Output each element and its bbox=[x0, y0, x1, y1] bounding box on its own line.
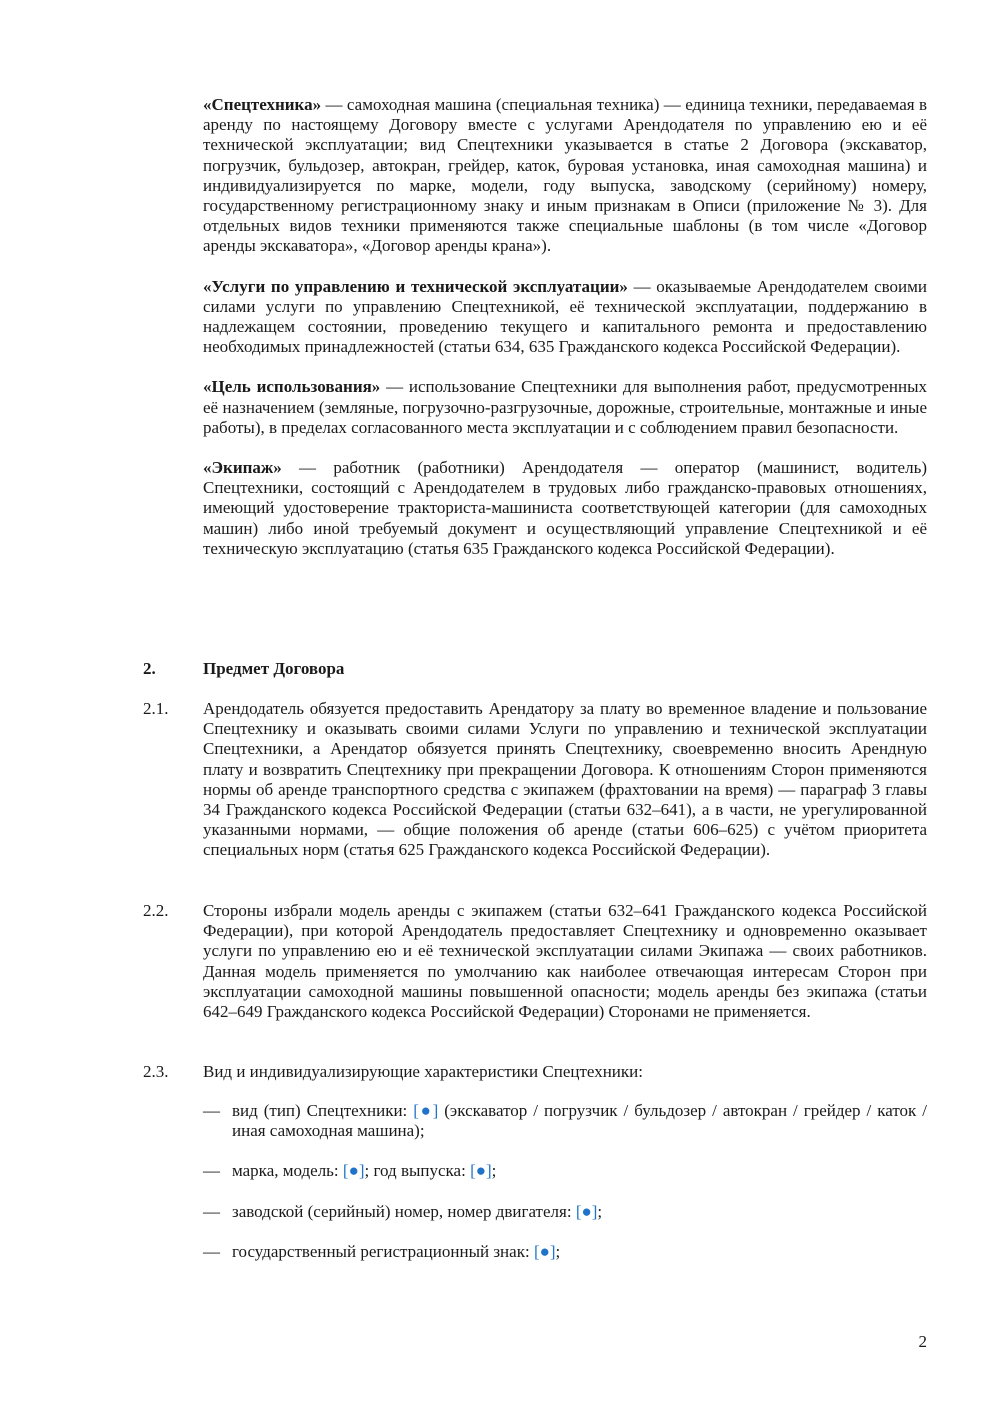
item-suffix: (экскаватор / погрузчик / бульдозер / автокран / грейдер / каток / иная самоходная машина); bbox=[232, 1101, 927, 1141]
definition-text: — оказываемые Арендодателем своими силами услуги по управлению Спецтехникой, её технической эксплуатации, поддержанию в надлежащем состоянии, проведению текущего и капитального ремонта и предоставлению необходимых принадлежностей (статьи 634, 635 Гражданского кодекса Российской Федерации). bbox=[203, 276, 927, 357]
definition-term: «Цель использования» bbox=[203, 377, 381, 397]
definition-purpose bbox=[203, 377, 927, 438]
placeholder-field: [●] bbox=[342, 1161, 365, 1181]
clause-2-2 bbox=[143, 901, 927, 1022]
clause-number: 2.3. bbox=[143, 1062, 169, 1081]
characteristics-list bbox=[203, 1101, 927, 1282]
dash-marker: — bbox=[203, 1201, 220, 1221]
item-label: государственный регистрационный знак: bbox=[232, 1241, 534, 1261]
item-end: ; bbox=[491, 1161, 497, 1181]
list-item-make-model bbox=[203, 1161, 927, 1181]
definition-spectekhnika bbox=[203, 95, 927, 257]
placeholder-field: [●] bbox=[533, 1241, 556, 1261]
definition-crew bbox=[203, 458, 927, 559]
dash-marker: — bbox=[203, 1101, 220, 1120]
definition-term: «Услуги по управлению и технической эксплуатации» bbox=[203, 276, 628, 296]
item-label-year: ; год выпуска: bbox=[364, 1161, 471, 1181]
definition-term: «Спецтехника» bbox=[203, 95, 322, 114]
dash-marker: — bbox=[203, 1161, 220, 1181]
definition-text: — работник (работники) Арендодателя — оператор (машинист, водитель) Спецтехники, состоящий с Арендодателем в трудовых либо гражданско-правовых отношениях, имеющий удостоверение тракториста-машиниста соответствующей категории (для самоходных машин) либо иной требуемый документ и осуществляющий управление Спецтехникой и её техническую эксплуатацию (статья 635 Гражданского кодекса Российской Федерации). bbox=[203, 458, 927, 558]
list-item-type bbox=[203, 1101, 927, 1141]
item-label: марка, модель: bbox=[232, 1161, 343, 1181]
item-label: заводской (серийный) номер, номер двигателя: bbox=[232, 1201, 576, 1221]
item-label: вид (тип) Спецтехники: bbox=[232, 1101, 414, 1120]
dash-marker: — bbox=[203, 1241, 220, 1261]
clause-text: Арендодатель обязуется предоставить Арендатору за плату во временное владение и пользование Спецтехнику и оказывать своими силами Услуги по управлению и технической эксплуатации Спецтехники, а Арендатор обязуется принять Спецтехнику, своевременно вносить Арендную плату и возвратить Спецтехнику при прекращении Договора. К отношениям Сторон применяются нормы об аренде транспортного средства с экипажем (фрахтовании на время) — параграф 3 главы 34 Гражданского кодекса Российской Федерации (статьи 632–641), а в части, не урегулированной указанными нормами, — общие положения об аренде (статьи 606–625) с учётом приоритета специальных норм (статья 625 Гражданского кодекса Российской Федерации). bbox=[203, 699, 927, 860]
clause-text: Стороны избрали модель аренды с экипажем (статьи 632–641 Гражданского кодекса Российской Федерации), при которой Арендодатель предоставляет Спецтехнику и одновременно оказывает услуги по управлению ею и её технической эксплуатации силами Экипажа — своих работников. Данная модель применяется по умолчанию как наиболее отвечающая интересам Сторон при эксплуатации самоходной машины повышенной опасности; модель аренды без экипажа (статьи 642–649 Гражданского кодекса Российской Федерации) Сторонами не применяется. bbox=[203, 901, 927, 1022]
page-number: 2 bbox=[918, 1332, 927, 1351]
section-title: Предмет Договора bbox=[203, 659, 345, 678]
list-item-plate bbox=[203, 1242, 927, 1262]
placeholder-field: [●] bbox=[470, 1161, 492, 1181]
clause-number: 2.1. bbox=[143, 699, 169, 718]
definition-term: «Экипаж» bbox=[203, 458, 282, 478]
definition-text: — самоходная машина (специальная техника) — единица техники, передаваемая в аренду по настоящему Договору вместе с услугами Арендодателя по управлению ею и её технической эксплуатации; вид Спецтехники указывается в статье 2 Договора (экскаватор, погрузчик, бульдозер, автокран, грейдер, каток, буровая установка, иная самоходная машина) и индивидуализируется по марке, модели, году выпуска, заводскому (серийному) номеру, государственному регистрационному знаку и иным признакам в Описи (приложение № 3). Для отдельных видов техники применяются также специальные шаблоны (в том числе «Договор аренды экскаватора», «Договор аренды крана»). bbox=[203, 95, 927, 256]
clause-number: 2.2. bbox=[143, 901, 169, 920]
clause-2-1 bbox=[143, 699, 927, 861]
clause-2-3 bbox=[143, 1062, 927, 1082]
clause-text: Вид и индивидуализирующие характеристики Спецтехники: bbox=[203, 1062, 643, 1081]
placeholder-field: [●] bbox=[575, 1201, 598, 1221]
section-heading bbox=[143, 659, 927, 681]
placeholder-field: [●] bbox=[413, 1101, 439, 1120]
section-number: 2. bbox=[143, 659, 156, 678]
item-end: ; bbox=[555, 1241, 561, 1261]
list-item-serial bbox=[203, 1202, 927, 1222]
definition-services bbox=[203, 277, 927, 358]
item-end: ; bbox=[597, 1201, 603, 1221]
definition-text: — использование Спецтехники для выполнения работ, предусмотренных её назначением (земляные, погрузочно-разгрузочные, дорожные, строительные, монтажные и иные работы), в пределах согласованного места эксплуатации и с соблюдением правил безопасности. bbox=[203, 377, 927, 437]
definitions-block bbox=[203, 95, 927, 579]
